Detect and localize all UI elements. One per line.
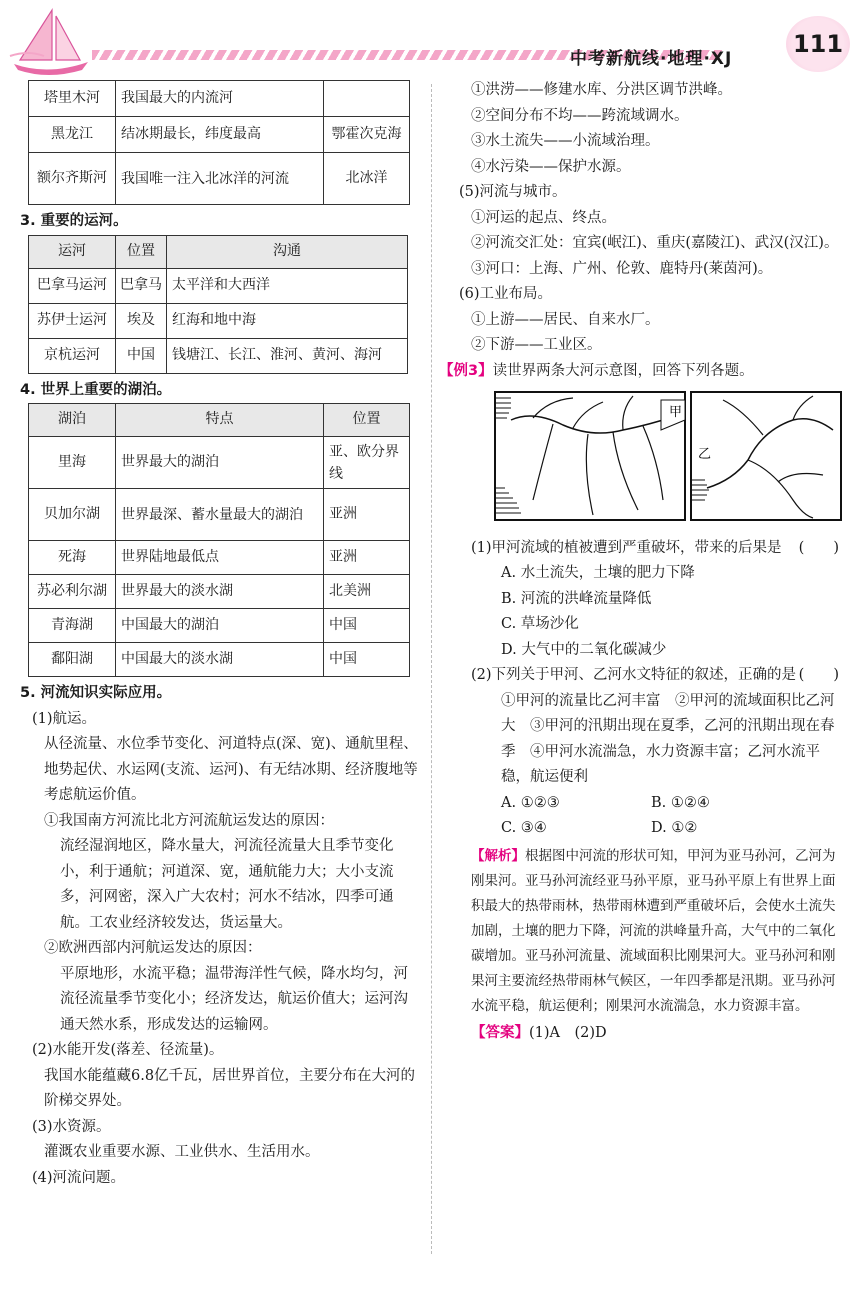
paragraph: 灌溉农业重要水源、工业供水、生活用水。 [44, 1144, 320, 1160]
option: B. ①②④ [651, 794, 710, 811]
subsection-title: (4)河流问题。 [32, 1169, 126, 1186]
subsection-title: (3)水资源。 [32, 1118, 111, 1135]
table-cell: 巴拿马运河 [29, 268, 116, 303]
question-2 [447, 663, 847, 689]
paragraph: ②欧洲西部内河航运发达的原因： [44, 940, 262, 956]
table-cell: 红海和地中海 [167, 303, 408, 338]
table-cell: 贝加尔湖 [29, 489, 116, 541]
table-cell: 死海 [29, 541, 116, 575]
table-cell: 黑龙江 [29, 117, 116, 153]
table-cell: 我国唯一注入北冰洋的河流 [116, 153, 324, 205]
options-row [447, 816, 847, 842]
statements: ①甲河的流量比乙河丰富 ②甲河的流域面积比乙河大 ③甲河的汛期出现在夏季，乙河的汛期出现在春季 ④甲河水流湍急，水力资源丰富；乙河水流平稳，航运便利 [501, 692, 835, 785]
table-cell: 世界最大的淡水湖 [116, 575, 324, 609]
subsection-title: (1)航运。 [32, 710, 97, 727]
table-cell: 钱塘江、长江、淮河、黄河、海河 [167, 338, 408, 373]
table-cell: 京杭运河 [29, 338, 116, 373]
list-item: ②下游——工业区。 [471, 337, 602, 353]
lakes-table [28, 403, 410, 677]
table-row [29, 643, 410, 677]
table-header: 位置 [324, 404, 410, 437]
table-cell: 北冰洋 [324, 153, 410, 205]
question-text: (1)甲河流域的植被遭到严重破坏，带来的后果是 [471, 539, 782, 556]
option: A. ①②③ [501, 794, 560, 811]
option: C. 草场沙化 [501, 616, 579, 632]
table-cell: 亚洲 [324, 541, 410, 575]
table-cell: 中国 [324, 609, 410, 643]
table-cell: 鄂霍次克海 [324, 117, 410, 153]
table-header-row [29, 404, 410, 437]
table-row [29, 81, 410, 117]
river-maps-figure [493, 390, 843, 522]
option: A. 水土流失，土壤的肥力下降 [501, 565, 695, 581]
table-row [29, 541, 410, 575]
table-cell: 中国 [116, 338, 167, 373]
column-divider [431, 84, 432, 1254]
table-cell: 世界最大的湖泊 [116, 437, 324, 489]
table-cell [324, 81, 410, 117]
table-cell: 中国最大的湖泊 [116, 609, 324, 643]
sailboat-logo-icon [8, 6, 94, 78]
paragraph: ①我国南方河流比北方河流航运发达的原因： [44, 812, 334, 829]
subsection-title: (5)河流与城市。 [459, 184, 567, 200]
list-item: ②河流交汇处：宜宾(岷江)、重庆(嘉陵江)、武汉(汉江)。 [471, 235, 839, 251]
congo-map [691, 392, 841, 520]
table-cell: 我国最大的内流河 [116, 81, 324, 117]
table-cell: 苏伊士运河 [29, 303, 116, 338]
table-cell: 苏必利尔湖 [29, 575, 116, 609]
table-cell: 世界陆地最低点 [116, 541, 324, 575]
list-item: ①上游——居民、自来水厂。 [471, 311, 660, 328]
question-text: (2)下列关于甲河、乙河水文特征的叙述，正确的是 [471, 667, 797, 683]
series-title: 中考新航线·地理·XJ [570, 49, 733, 69]
subsection-title: (2)水能开发(落差、径流量)。 [32, 1042, 224, 1058]
table-header-row [29, 235, 408, 268]
table-row [29, 268, 408, 303]
table-cell: 太平洋和大西洋 [167, 268, 408, 303]
section-heading: 5. 河流知识实际应用。 [20, 685, 172, 701]
table-cell: 额尔齐斯河 [29, 153, 116, 205]
table-row [29, 153, 410, 205]
answer-text: (1)A (2)D [529, 1024, 607, 1041]
analysis [447, 844, 847, 1019]
table-row [29, 437, 410, 489]
example-tag: 【例3】 [439, 362, 493, 379]
option: B. 河流的洪峰流量降低 [501, 590, 652, 607]
left-column [20, 78, 420, 1191]
table-cell: 北美洲 [324, 575, 410, 609]
table-cell: 中国最大的淡水湖 [116, 643, 324, 677]
table-cell: 青海湖 [29, 609, 116, 643]
table-cell: 鄱阳湖 [29, 643, 116, 677]
table-cell: 结冰期最长，纬度最高 [116, 117, 324, 153]
option: C. ③④ [501, 820, 547, 836]
paragraph: 流经湿润地区，降水量大，河流径流量大且季节变化小，利于通航；河道深、宽，通航能力大；大小支流多，河网密，深入广大农村；河水不结冰，四季可通航。工农业经济较发达，货运量大。 [60, 838, 394, 931]
answer-tag: 【答案】 [471, 1024, 529, 1041]
table-row [29, 575, 410, 609]
list-item: ①河运的起点、终点。 [471, 209, 616, 226]
list-item: ②空间分布不均——跨流域调水。 [471, 107, 689, 124]
map-label-jia: 甲 [669, 405, 683, 420]
table-header: 湖泊 [29, 404, 116, 437]
analysis-text: 根据图中河流的形状可知，甲河为亚马孙河，乙河为刚果河。亚马孙河流经亚马孙平原，亚马孙平原上有世界上面积最大的热带雨林，热带雨林遭到严重破坏后，会使水土流失加剧，土壤的肥力下降，河流的洪峰量升高，大气中的二氧化碳增加。亚马孙河流量、流域面积比刚果河大。亚马孙河和刚果河主要流经热带雨林气候区，一年四季都是汛期。亚马孙河水流平稳，航运便利；刚果河水流湍急，水力资源丰富。 [471, 847, 836, 1014]
section-heading: 4. 世界上重要的湖泊。 [20, 381, 172, 398]
canals-table [28, 235, 408, 374]
table-row [29, 609, 410, 643]
options-row [447, 791, 847, 817]
paragraph: 平原地形，水流平稳；温带海洋性气候，降水均匀，河流径流量季节变化小；经济发达，航运价值大；运河沟通天然水系，形成发达的运输网。 [60, 965, 408, 1033]
example-prompt-text: 读世界两条大河示意图，回答下列各题。 [492, 362, 754, 379]
table-cell: 埃及 [116, 303, 167, 338]
list-item: ③河口：上海、广州、伦敦、鹿特丹(莱茵河)。 [471, 260, 773, 277]
page-header [0, 0, 860, 80]
page-number: 111 [792, 30, 844, 58]
paragraph: 我国水能蕴藏6.8亿千瓦，居世界首位，主要分布在大河的阶梯交界处。 [44, 1067, 416, 1109]
amazon-map [495, 392, 685, 520]
section-heading: 3. 重要的运河。 [20, 213, 128, 229]
answer-blank: ( ) [798, 539, 839, 556]
map-label-yi: 乙 [698, 447, 712, 462]
rivers-table [28, 80, 410, 205]
table-row [29, 303, 408, 338]
example-prompt [439, 359, 847, 385]
table-cell: 亚洲 [324, 489, 410, 541]
right-column [439, 78, 847, 1046]
subsection-title: (6)工业布局。 [459, 286, 553, 302]
option: D. 大气中的二氧化碳减少 [501, 641, 667, 658]
table-cell: 亚、欧分界线 [324, 437, 410, 489]
table-header: 位置 [116, 235, 167, 268]
table-header: 沟通 [167, 235, 408, 268]
table-cell: 塔里木河 [29, 81, 116, 117]
table-row [29, 338, 408, 373]
list-item: ④水污染——保护水源。 [471, 158, 631, 175]
option: D. ①② [651, 820, 698, 836]
answer-blank: ( ) [798, 667, 839, 683]
list-item: ③水土流失——小流域治理。 [471, 133, 660, 149]
table-row [29, 489, 410, 541]
question-1 [447, 536, 847, 562]
table-header: 特点 [116, 404, 324, 437]
list-item: ①洪涝——修建水库、分洪区调节洪峰。 [471, 82, 732, 98]
analysis-tag: 【解析】 [471, 847, 525, 864]
table-cell: 中国 [324, 643, 410, 677]
paragraph: 从径流量、水位季节变化、河道特点(深、宽)、通航里程、地势起伏、水运网(支流、运河)、有无结冰期、经济腹地等考虑航运价值。 [44, 736, 418, 803]
table-cell: 巴拿马 [116, 268, 167, 303]
table-cell: 世界最深、蓄水量最大的湖泊 [116, 489, 324, 541]
table-row [29, 117, 410, 153]
table-cell: 里海 [29, 437, 116, 489]
table-header: 运河 [29, 235, 116, 268]
answer [447, 1021, 847, 1047]
